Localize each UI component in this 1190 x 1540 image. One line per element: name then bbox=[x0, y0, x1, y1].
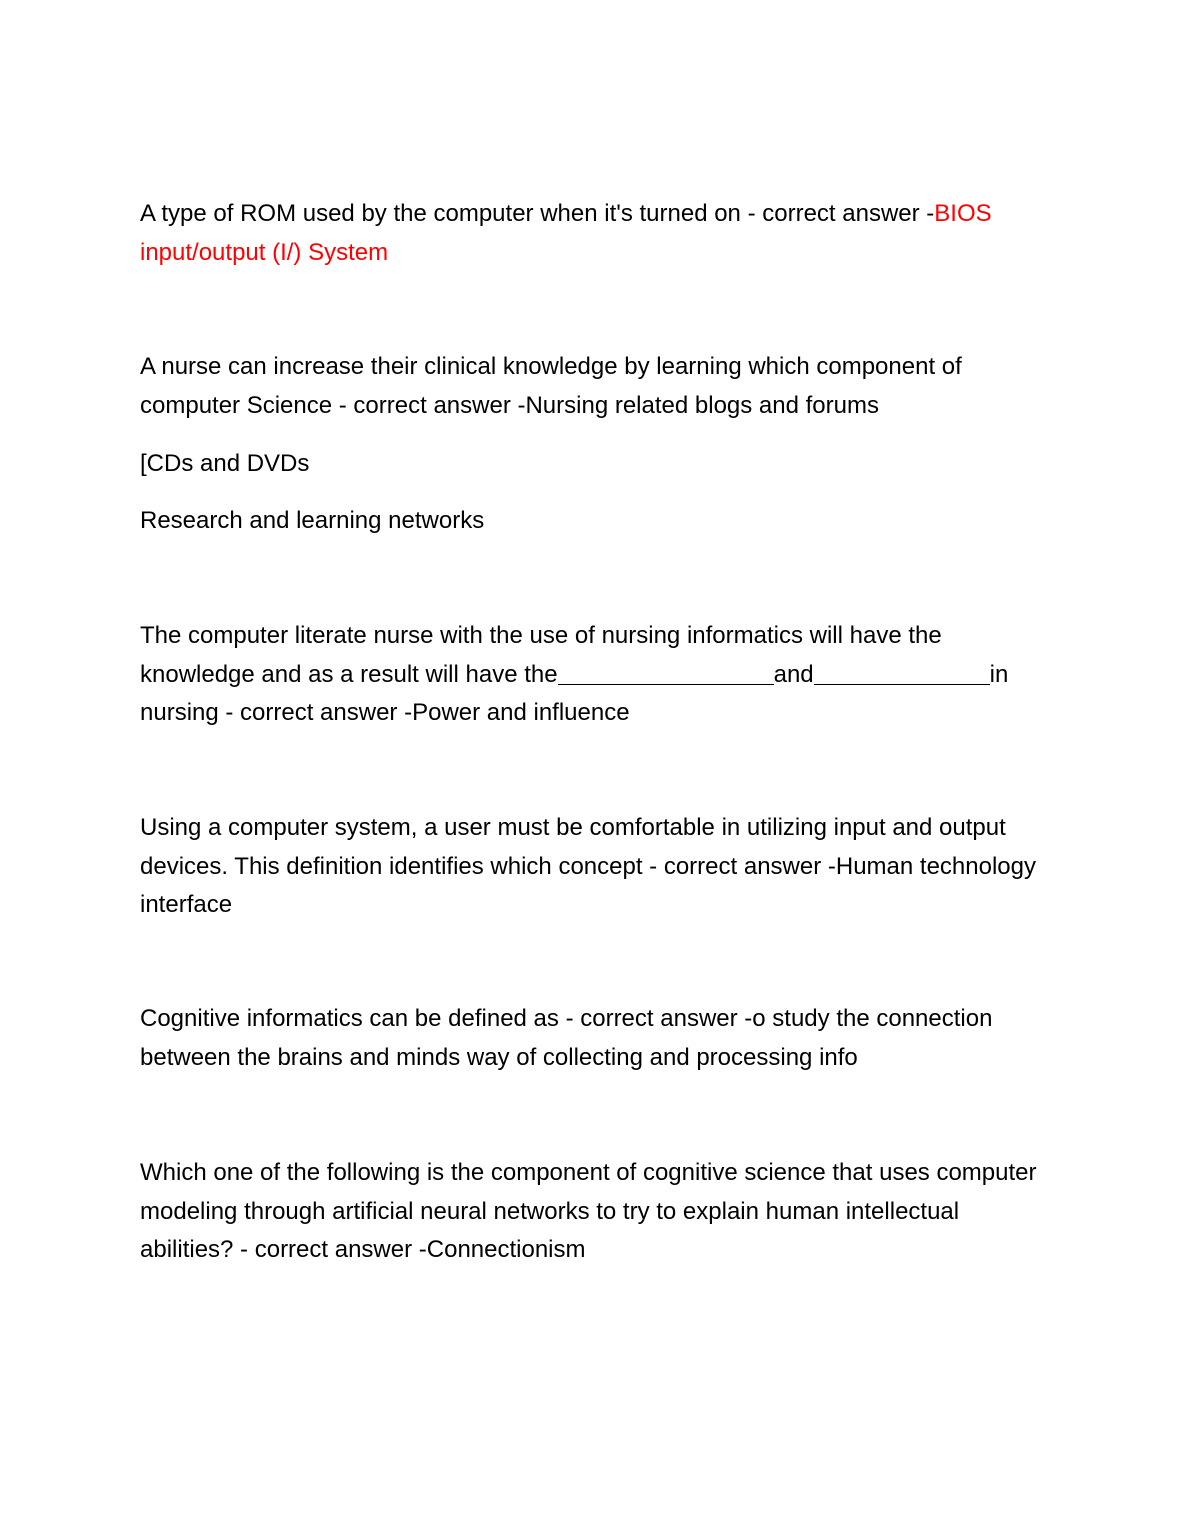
question-2: A nurse can increase their clinical knowledge by learning which component of computer Science - correct answer -Nursing related blogs and forums bbox=[140, 353, 962, 419]
question-3 bbox=[140, 617, 1045, 733]
question-3-part-1: The computer literate nurse with the use of nursing informatics will have the knowledge and as a result will have the bbox=[140, 622, 942, 688]
fill-in-blank-1 bbox=[558, 658, 774, 685]
question-2-option-2: Research and learning networks bbox=[140, 507, 485, 534]
question-6: Which one of the following is the component of cognitive science that uses computer modeling through artificial neural networks to try to explain human intellectual abilities? - correct answer -Connectionism bbox=[140, 1159, 1037, 1263]
question-5: Cognitive informatics can be defined as - correct answer -o study the connection between the brains and minds way of collecting and processing info bbox=[140, 1005, 993, 1071]
question-1-answer: BIOS input/output (I/) System bbox=[140, 200, 992, 266]
question-3-part-3: in nursing - correct answer -Power and influence bbox=[140, 660, 1009, 726]
question-1 bbox=[140, 195, 1045, 272]
question-4: Using a computer system, a user must be comfortable in utilizing input and output devices. This definition identifies which concept - correct answer -Human technology interface bbox=[140, 814, 1036, 918]
question-3-part-2: and bbox=[773, 660, 814, 688]
question-1-text: A type of ROM used by the computer when it's turned on - correct answer - bbox=[140, 200, 935, 227]
fill-in-blank-2 bbox=[814, 658, 990, 685]
question-2-option-1: [CDs and DVDs bbox=[140, 450, 310, 477]
document-page bbox=[140, 0, 1050, 1540]
